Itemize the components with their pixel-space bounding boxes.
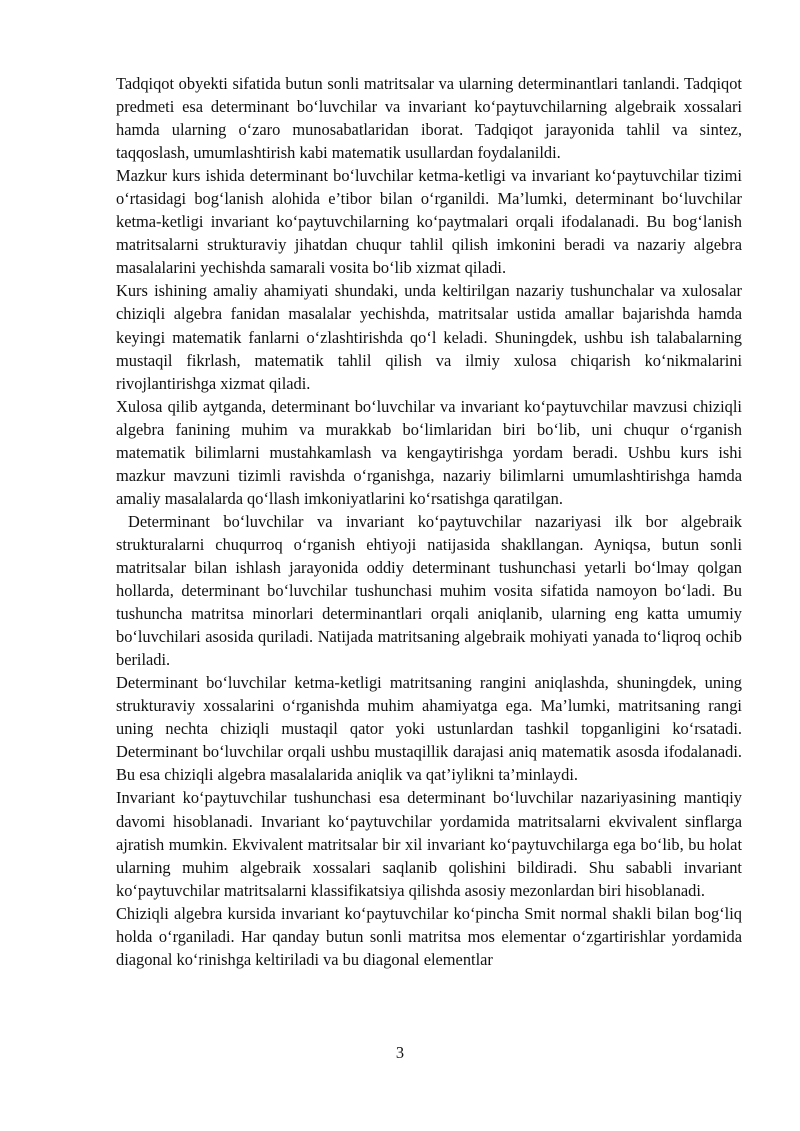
document-body xyxy=(116,72,742,971)
paragraph-research-object: Tadqiqot obyekti sifatida butun sonli matritsalar va ularning determinantlari tanlandi. Tadqiqot predmeti esa determinant boʻluvchilar va invariant koʻpaytuvchilarning algebraik xossalari hamda ularning oʻzaro munosabatlaridan iborat. Tadqiqot jarayonida tahlil va sintez, taqqoslash, umumlashtirish kabi matematik usullardan foydalanildi. xyxy=(116,74,742,163)
paragraph-invariant-factors: Invariant koʻpaytuvchilar tushunchasi esa determinant boʻluvchilar nazariyasining mantiqiy davomi hisoblanadi. Invariant koʻpaytuvchilar yordamida matritsalarni ekvivalent sinflarga ajratish mumkin. Ekvivalent matritsalar bir xil invariant koʻpaytuvchilarga ega boʻlib, bu holat ularning muhim algebraik xossalari saqlanib qolishini bildiradi. Shu sababli invariant koʻpaytuvchilar matritsalarni klassifikatsiya qilishda asosiy mezonlardan biri hisoblanadi. xyxy=(116,788,742,900)
paragraph-matrix-rank: Determinant boʻluvchilar ketma-ketligi matritsaning rangini aniqlashda, shuningdek, uning strukturaviy xossalarini oʻrganishda muhim ahamiyatga ega. Ma’lumki, matritsaning rangi uning nechta chiziqli mustaqil qator yoki ustunlardan tashkil topganligini koʻrsatadi. Determinant boʻluvchilar orqali ushbu mustaqillik darajasi aniq matematik asosda ifodalanadi. Bu esa chiziqli algebra masalalarida aniqlik va qat’iylikni ta’minlaydi. xyxy=(116,673,742,785)
paragraph-smith-normal-form: Chiziqli algebra kursida invariant koʻpaytuvchilar koʻpincha Smit normal shakli bilan bogʻliq holda oʻrganiladi. Har qanday butun sonli matritsa mos elementar oʻzgartirishlar yordamida diagonal koʻrinishga keltiriladi va bu diagonal elementlar xyxy=(116,903,742,969)
page-number: 3 xyxy=(395,1043,405,1062)
paragraph-determinant-divisors-link: Mazkur kurs ishida determinant boʻluvchilar ketma-ketligi va invariant koʻpaytuvchilar tizimi oʻrtasidagi bogʻlanish alohida e’tibor bilan oʻrganildi. Ma’lumki, determinant boʻluvchilar ketma-ketligi invariant koʻpaytuvchilarning koʻpaytmalari orqali ifodalanadi. Bu bogʻlanish matritsalarni strukturaviy jihatdan chuqur tahlil qilish imkonini beradi va nazariy algebra masalalarini yechishda samarali vosita boʻlib xizmat qiladi. xyxy=(116,166,742,278)
paragraph-conclusion: Xulosa qilib aytganda, determinant boʻluvchilar va invariant koʻpaytuvchilar mavzusi chiziqli algebra fanining muhim va murakkab boʻlimlaridan biri boʻlib, uni chuqur oʻrganish matematik bilimlarni mustahkamlash va kengaytirishga yordam beradi. Ushbu kurs ishi mazkur mavzuni tizimli ravishda oʻrganishga, nazariy bilimlarni umumlashtirishga hamda amaliy masalalarda qoʻllash imkoniyatlarini koʻrsatishga qaratilgan. xyxy=(116,396,742,508)
paragraph-theory-origin: Determinant boʻluvchilar va invariant koʻpaytuvchilar nazariyasi ilk bor algebraik strukturalarni chuqurroq oʻrganish ehtiyoji natijasida shakllangan. Ayniqsa, butun sonli matritsalar bilan ishlash jarayonida oddiy determinant tushunchasi yetarli boʻlmay qolgan hollarda, determinant boʻluvchilar tushunchasi muhim vosita sifatida namoyon boʻladi. Bu tushuncha matritsa minorlari determinantlari orqali aniqlanib, ularning eng katta umumiy boʻluvchilari asosida quriladi. Natijada matritsaning algebraik mohiyati yanada toʻliqroq ochib beriladi. xyxy=(116,511,742,670)
paragraph-practical-significance: Kurs ishining amaliy ahamiyati shundaki, unda keltirilgan nazariy tushunchalar va xulosalar chiziqli algebra fanidan masalalar yechishda, matritsalar ustida amallar bajarishda hamda keyingi matematik fanlarni oʻzlashtirishda qoʻl keladi. Shuningdek, ushbu ish talabalarning mustaqil fikrlash, matematik tahlil qilish va ilmiy xulosa chiqarish koʻnikmalarini rivojlantirishga xizmat qiladi. xyxy=(116,281,742,393)
